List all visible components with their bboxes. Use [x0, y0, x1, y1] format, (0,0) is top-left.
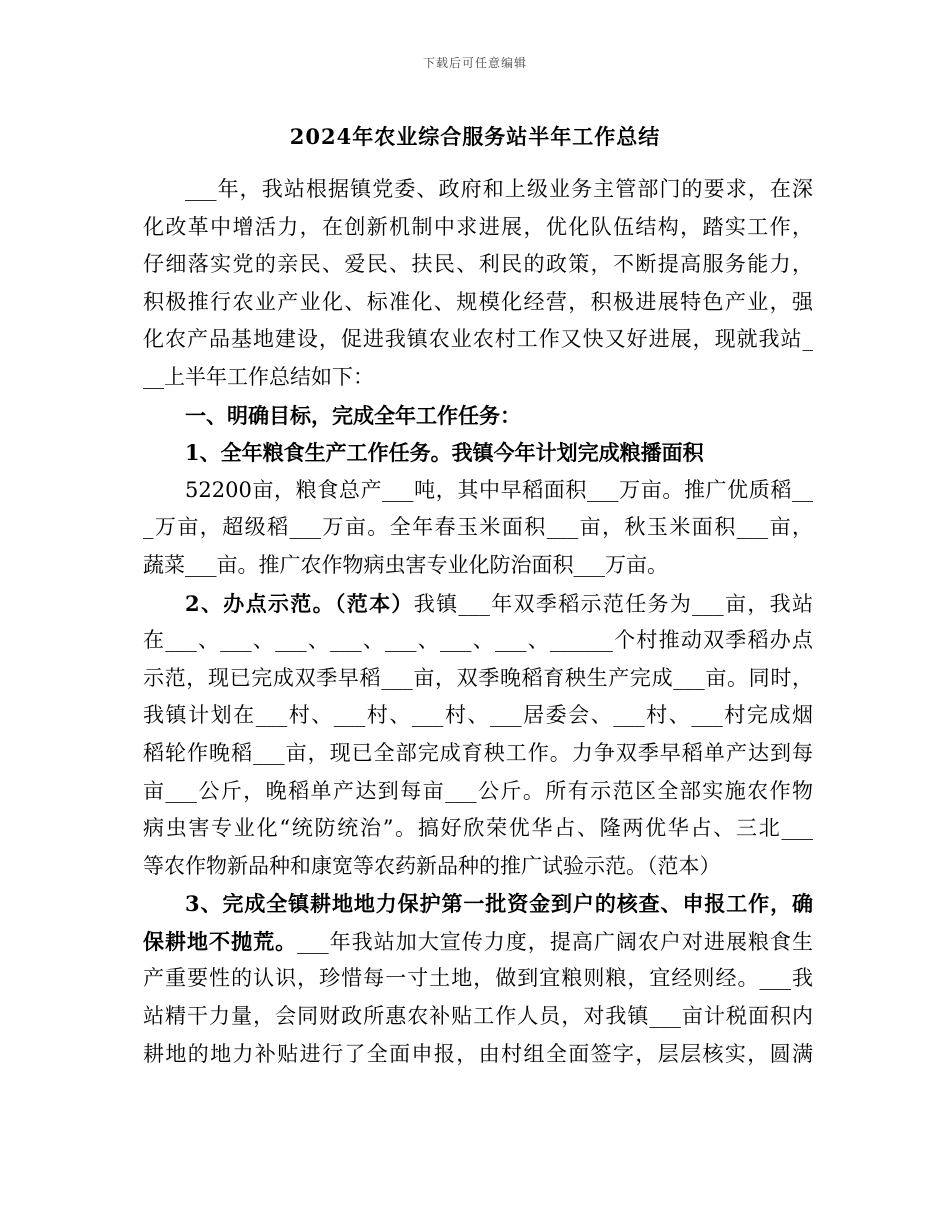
text-line: 积极推行农业产业化、标准化、规模化经营，积极进展特色产业，强: [143, 289, 813, 314]
text-line: ___年，我站根据镇党委、政府和上级业务主管部门的要求，在深: [185, 177, 813, 201]
text-line: __上半年工作总结如下：: [143, 364, 374, 389]
document-title: 2024年农业综合服务站半年工作总结: [289, 124, 661, 149]
document-body: [143, 171, 813, 1073]
text-line: 仔细落实党的亲民、爱民、扶民、利民的政策，不断提高服务能力，: [143, 252, 813, 277]
line-text: 我镇___年双季稻示范任务为___亩，我站: [413, 591, 813, 616]
text-line: 在___、___、___、___、___、___、___、______个村推动双季稻办点: [143, 628, 813, 653]
text-line: 稻轮作晚稻___亩，现已全部完成育秧工作。力争双季早稻单产达到每: [143, 740, 813, 765]
bold-heading-text: 保耕地不抛荒。: [143, 928, 298, 954]
text-line: 示范，现已完成双季早稻___亩，双季晚稻育秧生产完成___亩。同时，: [143, 665, 813, 690]
text-line: 化改革中增活力，在创新机制中求进展，优化队伍结构，踏实工作，: [143, 214, 813, 239]
text-line: 化农产品基地建设，促进我镇农业农村工作又快又好进展，现就我站_: [143, 327, 813, 352]
text-line: 亩___公斤，晚稻单产达到每亩___公斤。所有示范区全部实施农作物: [143, 778, 813, 803]
text-line: 3、完成全镇耕地地力保护第一批资金到户的核查、申报工作，确: [185, 891, 813, 917]
text-line: _万亩，超级稻___万亩。全年春玉米面积___亩，秋玉米面积___亩，: [143, 515, 813, 540]
text-line: 产重要性的认识，珍惜每一寸土地，做到宜粮则粮，宜经则经。___我: [143, 966, 813, 991]
text-line: 52200亩，粮食总产___吨，其中早稻面积___万亩。推广优质稻__: [185, 477, 813, 502]
text-line: 站精干力量，会同财政所惠农补贴工作人员，对我镇___亩计税面积内: [143, 1004, 813, 1029]
header-note: 下载后可任意编辑: [422, 56, 527, 70]
line-text: ___年我站加大宣传力度，提高广阔农户对进展粮食生: [297, 929, 814, 954]
text-line: 1、全年粮食生产工作任务。我镇今年计划完成粮播面积: [185, 440, 704, 466]
text-line: 我镇计划在___村、___村、___村、___居委会、___村、___村完成烟: [143, 703, 813, 728]
text-line: [143, 923, 813, 961]
text-line: 蔬菜___亩。推广农作物病虫害专业化防治面积___万亩。: [143, 552, 668, 577]
bold-heading-text: 2、办点示范。（范本）: [185, 590, 414, 616]
text-line: [143, 585, 813, 623]
text-line: 一、明确目标，完成全年工作任务：: [185, 402, 521, 428]
text-line: 等农作物新品种和康宽等农药新品种的推广试验示范。（范本）: [143, 853, 721, 878]
text-line: 耕地的地力补贴进行了全面申报，由村组全面签字，层层核实，圆满: [143, 1041, 813, 1066]
text-line: 病虫害专业化“统防统治”。搞好欣荣优华占、隆两优华占、三北___: [143, 816, 813, 841]
